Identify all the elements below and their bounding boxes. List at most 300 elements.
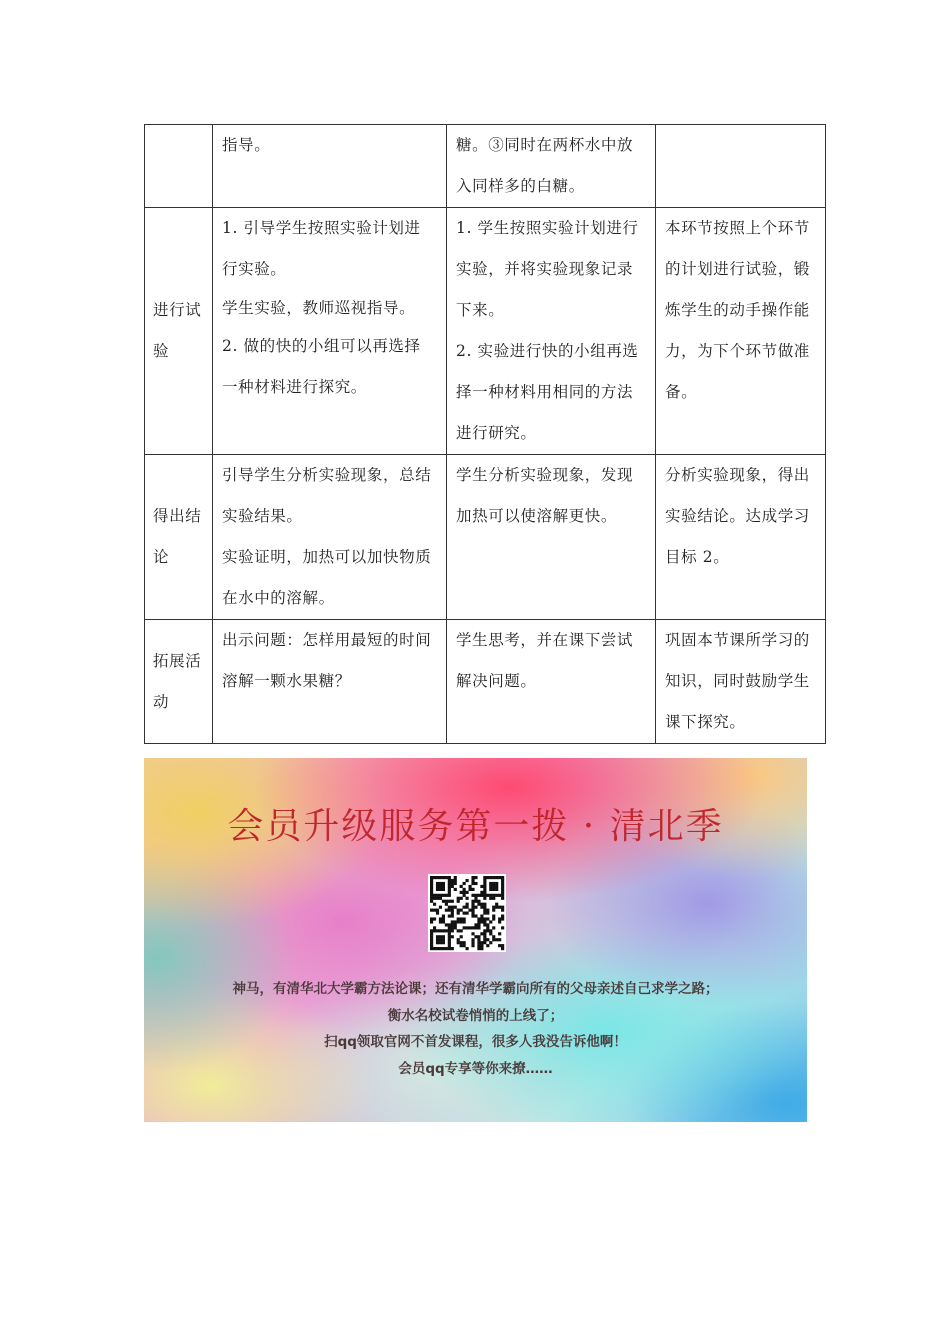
table-row xyxy=(145,620,826,744)
qr-module xyxy=(489,888,492,891)
qr-module xyxy=(448,885,451,888)
qr-module xyxy=(463,941,466,944)
qr-module xyxy=(466,879,469,882)
teacher-activity-cell xyxy=(213,208,447,455)
qr-module xyxy=(442,888,445,891)
qr-module xyxy=(433,926,436,929)
qr-module xyxy=(474,876,477,879)
qr-module xyxy=(471,944,474,947)
banner-line: 衡水名校试卷悄悄的上线了； xyxy=(387,1007,564,1024)
qr-module xyxy=(489,941,492,944)
qr-module xyxy=(460,944,463,947)
qr-module xyxy=(489,920,492,923)
qr-module xyxy=(466,926,469,929)
promo-banner[interactable] xyxy=(144,758,807,1122)
teacher-activity-cell xyxy=(213,455,447,620)
qr-module xyxy=(495,903,498,906)
qr-module xyxy=(474,914,477,917)
qr-module xyxy=(466,891,469,894)
qr-module xyxy=(486,926,489,929)
qr-module xyxy=(448,938,451,941)
qr-module xyxy=(489,885,492,888)
qr-module xyxy=(498,894,501,897)
qr-module xyxy=(463,926,466,929)
qr-module xyxy=(474,897,477,900)
qr-module xyxy=(492,882,495,885)
qr-module xyxy=(486,894,489,897)
qr-module xyxy=(457,897,460,900)
qr-module xyxy=(430,932,433,935)
qr-module xyxy=(442,882,445,885)
qr-module xyxy=(483,920,486,923)
qr-module xyxy=(448,941,451,944)
qr-module xyxy=(454,920,457,923)
qr-module xyxy=(492,888,495,891)
qr-module xyxy=(436,938,439,941)
student-activity-cell xyxy=(447,208,656,455)
qr-module xyxy=(489,897,492,900)
qr-module xyxy=(436,885,439,888)
qr-module xyxy=(498,920,501,923)
qr-module xyxy=(501,906,504,909)
teacher-activity-text: 2. 做的快的小组可以再选择一种材料进行探究。 xyxy=(222,337,421,396)
qr-module xyxy=(483,906,486,909)
qr-module xyxy=(448,935,451,938)
qr-module xyxy=(480,941,483,944)
qr-module xyxy=(483,897,486,900)
qr-module xyxy=(489,929,492,932)
teacher-activity-text: 出示问题：怎样用最短的时间溶解一颗水果糖？ xyxy=(222,631,432,690)
qr-module xyxy=(451,935,454,938)
qr-module xyxy=(501,876,504,879)
qr-module xyxy=(471,894,474,897)
qr-module xyxy=(451,900,454,903)
qr-module xyxy=(477,947,480,950)
student-activity-cell xyxy=(447,620,656,744)
qr-module xyxy=(436,935,439,938)
design-intent-cell xyxy=(656,208,826,455)
qr-module xyxy=(480,944,483,947)
qr-module xyxy=(501,891,504,894)
qr-module xyxy=(430,897,433,900)
qr-module xyxy=(477,926,480,929)
qr-module xyxy=(454,906,457,909)
qr-module xyxy=(463,920,466,923)
qr-module xyxy=(471,914,474,917)
qr-module xyxy=(477,894,480,897)
qr-module xyxy=(483,932,486,935)
qr-module xyxy=(480,947,483,950)
qr-module xyxy=(436,909,439,912)
qr-module xyxy=(445,909,448,912)
qr-module xyxy=(463,912,466,915)
qr-module xyxy=(483,917,486,920)
stage-cell: 得出结论 xyxy=(145,455,213,620)
qr-module xyxy=(442,917,445,920)
qr-module xyxy=(471,882,474,885)
qr-module xyxy=(474,935,477,938)
qr-module xyxy=(457,920,460,923)
qr-module xyxy=(492,914,495,917)
qr-module xyxy=(480,906,483,909)
qr-module xyxy=(501,914,504,917)
qr-module xyxy=(466,947,469,950)
qr-module xyxy=(436,897,439,900)
qr-module xyxy=(477,941,480,944)
qr-module xyxy=(474,894,477,897)
qr-module xyxy=(439,941,442,944)
qr-module xyxy=(451,923,454,926)
qr-module xyxy=(442,876,445,879)
qr-module xyxy=(489,876,492,879)
qr-module xyxy=(463,882,466,885)
qr-module xyxy=(451,909,454,912)
qr-module xyxy=(430,891,433,894)
qr-module xyxy=(445,923,448,926)
qr-module xyxy=(501,888,504,891)
qr-module xyxy=(483,894,486,897)
qr-module xyxy=(439,882,442,885)
qr-module xyxy=(448,926,451,929)
qr-module xyxy=(483,882,486,885)
qr-module xyxy=(451,920,454,923)
qr-module xyxy=(492,906,495,909)
qr-module xyxy=(448,882,451,885)
qr-module xyxy=(448,894,451,897)
qr-module xyxy=(436,882,439,885)
student-activity-cell xyxy=(447,125,656,208)
qr-module xyxy=(430,917,433,920)
qr-module xyxy=(495,938,498,941)
qr-module xyxy=(492,926,495,929)
qr-module xyxy=(486,929,489,932)
banner-line: 神马，有清华北大学霸方法论课；还有清华学霸向所有的父母亲述自己求学之路； xyxy=(232,981,719,997)
qr-module xyxy=(501,897,504,900)
qr-module xyxy=(460,935,463,938)
banner-line: 会员qq专享等你来撩…… xyxy=(398,1060,553,1077)
qr-module xyxy=(483,885,486,888)
qr-module xyxy=(445,903,448,906)
qr-module xyxy=(477,935,480,938)
qr-module xyxy=(430,882,433,885)
qr-module xyxy=(483,879,486,882)
qr-module xyxy=(483,923,486,926)
qr-module xyxy=(492,917,495,920)
qr-module xyxy=(468,885,471,888)
qr-module xyxy=(477,920,480,923)
qr-module xyxy=(471,941,474,944)
qr-module xyxy=(463,891,466,894)
qr-module xyxy=(460,917,463,920)
qr-module xyxy=(439,917,442,920)
qr-module xyxy=(451,929,454,932)
qr-module xyxy=(457,938,460,941)
qr-module xyxy=(483,909,486,912)
qr-module xyxy=(471,879,474,882)
qr-module xyxy=(433,917,436,920)
qr-module xyxy=(486,923,489,926)
qr-module xyxy=(483,929,486,932)
qr-module xyxy=(501,917,504,920)
qr-module xyxy=(433,897,436,900)
qr-module xyxy=(498,938,501,941)
qr-module xyxy=(489,882,492,885)
qr-module xyxy=(492,876,495,879)
qr-module xyxy=(486,876,489,879)
qr-module xyxy=(445,894,448,897)
qr-module xyxy=(460,909,463,912)
qr-module xyxy=(430,885,433,888)
qr-module xyxy=(474,900,477,903)
qr-module xyxy=(489,894,492,897)
qr-module xyxy=(474,906,477,909)
qr-module xyxy=(492,897,495,900)
qr-module xyxy=(460,891,463,894)
student-activity-cell xyxy=(447,455,656,620)
teacher-activity-text: 学生实验，教师巡视指导。 xyxy=(222,299,416,317)
qr-module xyxy=(471,926,474,929)
qr-module xyxy=(463,944,466,947)
qr-module xyxy=(439,935,442,938)
qr-module xyxy=(466,903,469,906)
qr-module xyxy=(451,882,454,885)
qr-module xyxy=(501,909,504,912)
qr-module xyxy=(448,914,451,917)
student-activity-text: 糖。③同时在两杯水中放入同样多的白糖。 xyxy=(456,136,634,195)
qr-module xyxy=(430,900,433,903)
qr-module xyxy=(448,909,451,912)
qr-module xyxy=(430,941,433,944)
qr-module xyxy=(430,920,433,923)
qr-module xyxy=(430,938,433,941)
qr-module xyxy=(439,885,442,888)
qr-module xyxy=(498,932,501,935)
qr-module xyxy=(483,888,486,891)
qr-module xyxy=(483,938,486,941)
design-intent-cell xyxy=(656,455,826,620)
qr-module xyxy=(498,944,501,947)
qr-module xyxy=(474,926,477,929)
design-intent-text: 分析实验现象，得出实验结论。达成学习目标 2。 xyxy=(665,466,810,566)
design-intent-text: 本环节按照上个环节的计划进行试验，锻炼学生的动手操作能力，为下个环节做准备。 xyxy=(665,219,810,401)
qr-module xyxy=(463,888,466,891)
qr-module xyxy=(430,876,433,879)
qr-module xyxy=(448,900,451,903)
teacher-activity-text: 指导。 xyxy=(222,136,271,154)
qr-module xyxy=(448,876,451,879)
qr-module xyxy=(468,888,471,891)
qr-module xyxy=(463,894,466,897)
qr-module xyxy=(498,876,501,879)
qr-module xyxy=(480,891,483,894)
qr-module xyxy=(433,947,436,950)
qr-module xyxy=(466,912,469,915)
qr-module xyxy=(454,882,457,885)
design-intent-cell xyxy=(656,620,826,744)
qr-module xyxy=(492,894,495,897)
qr-module xyxy=(442,941,445,944)
qr-module xyxy=(433,903,436,906)
qr-module xyxy=(436,947,439,950)
qr-module xyxy=(501,885,504,888)
qr-module xyxy=(430,888,433,891)
qr-module xyxy=(430,879,433,882)
student-activity-text: 学生思考，并在课下尝试解决问题。 xyxy=(456,631,634,690)
stage-cell: 进行试验 xyxy=(145,208,213,455)
student-activity-text: 学生分析实验现象，发现加热可以使溶解更快。 xyxy=(456,466,634,525)
teacher-activity-text: 实验证明，加热可以加快物质在水中的溶解。 xyxy=(222,548,432,607)
qr-module xyxy=(498,917,501,920)
qr-module xyxy=(457,917,460,920)
qr-module xyxy=(439,929,442,932)
qr-module xyxy=(489,932,492,935)
qr-module xyxy=(448,891,451,894)
qr-module xyxy=(430,909,433,912)
qr-module xyxy=(501,944,504,947)
qr-module xyxy=(501,882,504,885)
qr-module xyxy=(486,912,489,915)
qr-module xyxy=(433,909,436,912)
qr-module xyxy=(471,932,474,935)
design-intent-cell xyxy=(656,125,826,208)
qr-module xyxy=(480,894,483,897)
qr-module xyxy=(495,906,498,909)
qr-module xyxy=(442,900,445,903)
qr-module xyxy=(451,885,454,888)
stage-cell xyxy=(145,125,213,208)
qr-module xyxy=(454,876,457,879)
table-row xyxy=(145,208,826,455)
qr-module xyxy=(436,888,439,891)
qr-module xyxy=(495,894,498,897)
qr-module xyxy=(436,941,439,944)
qr-module xyxy=(480,914,483,917)
qr-module xyxy=(480,920,483,923)
qr-module xyxy=(448,947,451,950)
qr-module xyxy=(471,906,474,909)
qr-module xyxy=(430,935,433,938)
qr-module xyxy=(483,912,486,915)
qr-module xyxy=(495,882,498,885)
qr-module xyxy=(442,929,445,932)
lesson-plan-table xyxy=(144,124,826,744)
qr-module xyxy=(480,932,483,935)
teacher-activity-cell xyxy=(213,620,447,744)
qr-module xyxy=(471,876,474,879)
qr-module xyxy=(448,888,451,891)
qr-code-icon[interactable] xyxy=(428,874,506,952)
qr-module xyxy=(445,947,448,950)
qr-module xyxy=(436,876,439,879)
qr-module xyxy=(439,876,442,879)
qr-module xyxy=(483,876,486,879)
qr-module xyxy=(439,947,442,950)
qr-module xyxy=(495,876,498,879)
qr-module xyxy=(501,947,504,950)
qr-module xyxy=(460,897,463,900)
table-row xyxy=(145,455,826,620)
qr-module xyxy=(460,941,463,944)
qr-module xyxy=(448,906,451,909)
qr-module xyxy=(451,914,454,917)
qr-module xyxy=(454,923,457,926)
qr-module xyxy=(457,929,460,932)
qr-module xyxy=(486,909,489,912)
qr-module xyxy=(454,879,457,882)
qr-module xyxy=(480,885,483,888)
qr-module xyxy=(439,938,442,941)
student-activity-text: 1. 学生按照实验计划进行实验，并将实验现象记录下来。 xyxy=(456,219,639,319)
banner-text-block xyxy=(144,976,807,1082)
stage-cell: 拓展活动 xyxy=(145,620,213,744)
qr-module xyxy=(463,917,466,920)
qr-module xyxy=(430,894,433,897)
qr-module xyxy=(483,903,486,906)
qr-module xyxy=(486,917,489,920)
qr-module xyxy=(439,920,442,923)
qr-module xyxy=(454,888,457,891)
qr-module xyxy=(486,938,489,941)
qr-module xyxy=(483,891,486,894)
qr-module xyxy=(454,926,457,929)
qr-module xyxy=(430,947,433,950)
student-activity-text: 2. 实验进行快的小组再选择一种材料用相同的方法进行研究。 xyxy=(456,342,639,442)
qr-module xyxy=(480,917,483,920)
qr-module xyxy=(477,923,480,926)
qr-module xyxy=(495,885,498,888)
qr-module xyxy=(471,903,474,906)
design-intent-text: 巩固本节课所学习的知识，同时鼓励学生课下探究。 xyxy=(665,631,810,731)
qr-module xyxy=(445,900,448,903)
qr-module xyxy=(460,885,463,888)
qr-module xyxy=(477,944,480,947)
qr-module xyxy=(457,900,460,903)
qr-module xyxy=(442,885,445,888)
qr-module xyxy=(436,894,439,897)
qr-module xyxy=(445,929,448,932)
qr-module xyxy=(471,888,474,891)
qr-module xyxy=(471,912,474,915)
qr-module xyxy=(483,941,486,944)
qr-module xyxy=(477,903,480,906)
qr-module xyxy=(439,906,442,909)
qr-module xyxy=(442,914,445,917)
qr-module xyxy=(439,888,442,891)
qr-module xyxy=(430,929,433,932)
qr-module xyxy=(501,879,504,882)
qr-module xyxy=(442,938,445,941)
qr-module xyxy=(471,909,474,912)
qr-module xyxy=(457,912,460,915)
qr-module xyxy=(442,935,445,938)
teacher-activity-cell xyxy=(213,125,447,208)
qr-module xyxy=(448,923,451,926)
table-row xyxy=(145,125,826,208)
qr-module xyxy=(468,909,471,912)
qr-module xyxy=(483,935,486,938)
qr-module xyxy=(466,897,469,900)
qr-module xyxy=(463,906,466,909)
qr-module xyxy=(451,947,454,950)
qr-module xyxy=(430,944,433,947)
teacher-activity-text: 1. 引导学生按照实验计划进行实验。 xyxy=(222,219,421,278)
qr-module xyxy=(433,876,436,879)
qr-module xyxy=(466,906,469,909)
qr-module xyxy=(445,876,448,879)
qr-module xyxy=(439,897,442,900)
qr-module xyxy=(468,926,471,929)
qr-module xyxy=(474,923,477,926)
